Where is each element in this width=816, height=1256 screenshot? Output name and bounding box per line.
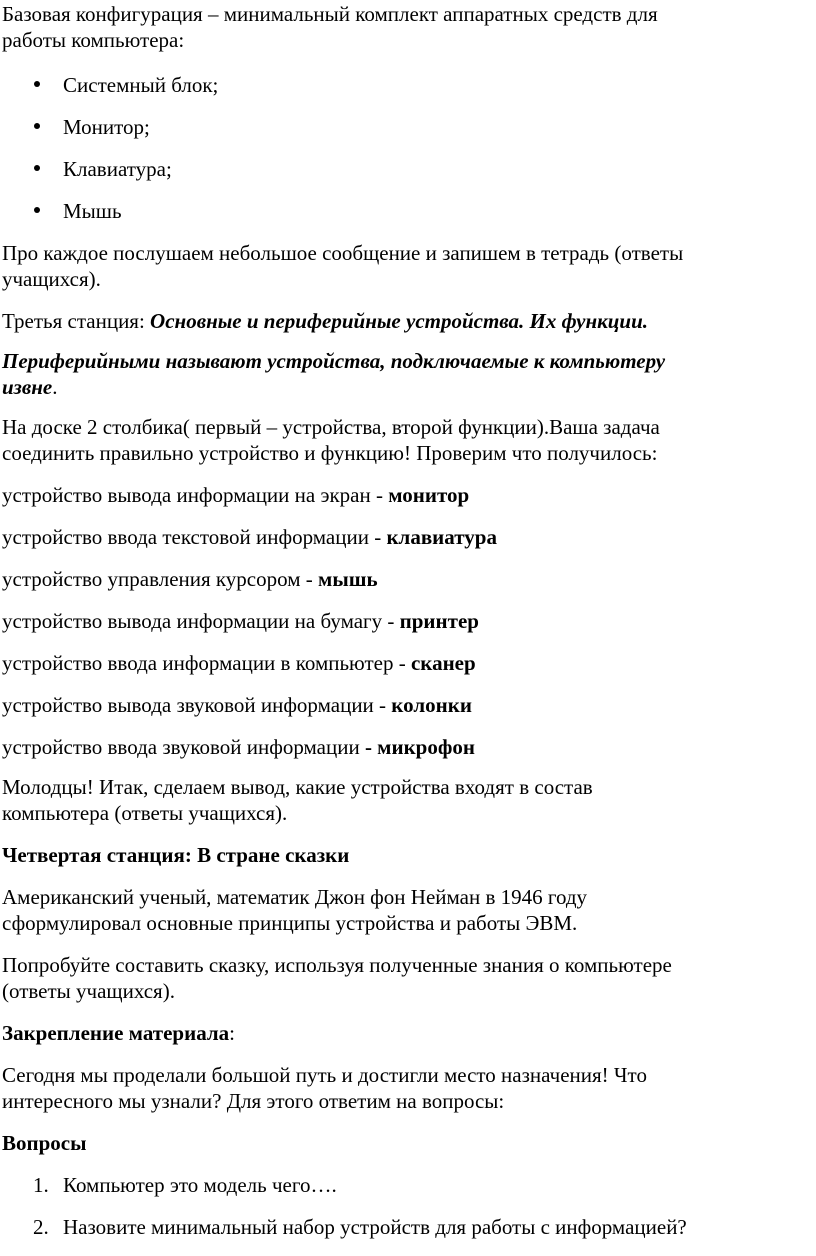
match-function: устройство управления курсором - bbox=[2, 567, 319, 591]
peripheral-line-2-tail: . bbox=[52, 375, 58, 399]
list-item: Мышь bbox=[2, 198, 814, 224]
station3-prefix: Третья станция: bbox=[2, 309, 151, 333]
intro-line-2: работы компьютера: bbox=[2, 28, 185, 52]
match-row bbox=[2, 650, 814, 676]
consolidation-heading bbox=[2, 1020, 814, 1046]
list-item bbox=[2, 1214, 814, 1240]
station3-title: Основные и периферийные устройства. Их функции. bbox=[150, 309, 649, 333]
fairytale-line-1: Попробуйте составить сказку, используя полученные знания о компьютере bbox=[2, 953, 672, 977]
match-function: устройство вывода информации на бумагу - bbox=[2, 609, 400, 633]
match-row bbox=[2, 524, 814, 550]
questions-list bbox=[2, 1172, 814, 1240]
bullet-icon bbox=[34, 123, 40, 129]
question-number: 2. bbox=[33, 1215, 49, 1239]
neumann-line-2: сформулировал основные принципы устройства и работы ЭВМ. bbox=[2, 911, 578, 935]
match-row bbox=[2, 692, 814, 718]
questions-heading: Вопросы bbox=[2, 1131, 87, 1155]
conclusion-line-2: компьютера (ответы учащихся). bbox=[2, 801, 288, 825]
listen-paragraph bbox=[2, 240, 814, 292]
board-line-2: соединить правильно устройство и функцию! Проверим что получилось: bbox=[2, 441, 658, 465]
consolidation-heading-colon: : bbox=[229, 1021, 235, 1045]
match-device: монитор bbox=[388, 483, 470, 507]
peripheral-line-2: извне bbox=[2, 375, 53, 399]
conclusion-paragraph bbox=[2, 774, 814, 826]
question-text: Назовите минимальный набор устройств для работы с информацией? bbox=[63, 1215, 687, 1239]
bullet-icon bbox=[34, 165, 40, 171]
neumann-line-1: Американский ученый, математик Джон фон Нейман в 1946 году bbox=[2, 885, 588, 909]
question-text: Компьютер это модель чего…. bbox=[63, 1173, 337, 1197]
intro-line-1: Базовая конфигурация – минимальный комплект аппаратных средств для bbox=[2, 2, 658, 26]
list-item: Клавиатура; bbox=[2, 156, 814, 182]
bullet-icon bbox=[34, 207, 40, 213]
bullet-icon bbox=[34, 81, 40, 87]
match-device: колонки bbox=[391, 693, 472, 717]
match-device: клавиатура bbox=[386, 525, 497, 549]
fairytale-paragraph bbox=[2, 952, 814, 1004]
board-line-1: На доске 2 столбика( первый – устройства, второй функции).Ваша задача bbox=[2, 415, 660, 439]
listen-line-1: Про каждое послушаем небольшое сообщение и запишем в тетрадь (ответы bbox=[2, 241, 684, 265]
match-device: сканер bbox=[410, 651, 476, 675]
intro-paragraph bbox=[2, 1, 814, 53]
today-line-1: Сегодня мы проделали большой путь и достигли место назначения! Что bbox=[2, 1063, 647, 1087]
match-row bbox=[2, 566, 814, 592]
peripheral-line-1: Периферийными называют устройства, подключаемые к компьютеру bbox=[2, 349, 666, 373]
question-number: 1. bbox=[33, 1173, 49, 1197]
list-item: Системный блок; bbox=[2, 72, 814, 98]
list-item: Монитор; bbox=[2, 114, 814, 140]
config-list bbox=[2, 72, 814, 224]
board-paragraph bbox=[2, 414, 814, 466]
match-function: устройство ввода информации в компьютер - bbox=[2, 651, 411, 675]
consolidation-heading-text: Закрепление материала bbox=[2, 1021, 230, 1045]
fairytale-line-2: (ответы учащихся). bbox=[2, 979, 175, 1003]
match-row bbox=[2, 734, 814, 760]
today-line-2: интересного мы узнали? Для этого ответим на вопросы: bbox=[2, 1089, 505, 1113]
match-function: устройство ввода звуковой информации bbox=[2, 735, 365, 759]
match-device: мышь bbox=[318, 567, 378, 591]
today-paragraph bbox=[2, 1062, 814, 1114]
match-row bbox=[2, 482, 814, 508]
listen-line-2: учащихся). bbox=[2, 267, 101, 291]
peripheral-definition bbox=[2, 348, 814, 400]
match-function: устройство вывода звуковой информации - bbox=[2, 693, 392, 717]
match-device: - микрофон bbox=[364, 735, 475, 759]
conclusion-line-1: Молодцы! Итак, сделаем вывод, какие устройства входят в состав bbox=[2, 775, 593, 799]
match-row bbox=[2, 608, 814, 634]
neumann-paragraph bbox=[2, 884, 814, 936]
match-function: устройство вывода информации на экран - bbox=[2, 483, 389, 507]
match-device: принтер bbox=[399, 609, 479, 633]
match-function: устройство ввода текстовой информации - bbox=[2, 525, 387, 549]
station4-heading: Четвертая станция: В стране сказки bbox=[2, 843, 350, 867]
list-item bbox=[2, 1172, 814, 1198]
station3-paragraph bbox=[2, 308, 814, 334]
